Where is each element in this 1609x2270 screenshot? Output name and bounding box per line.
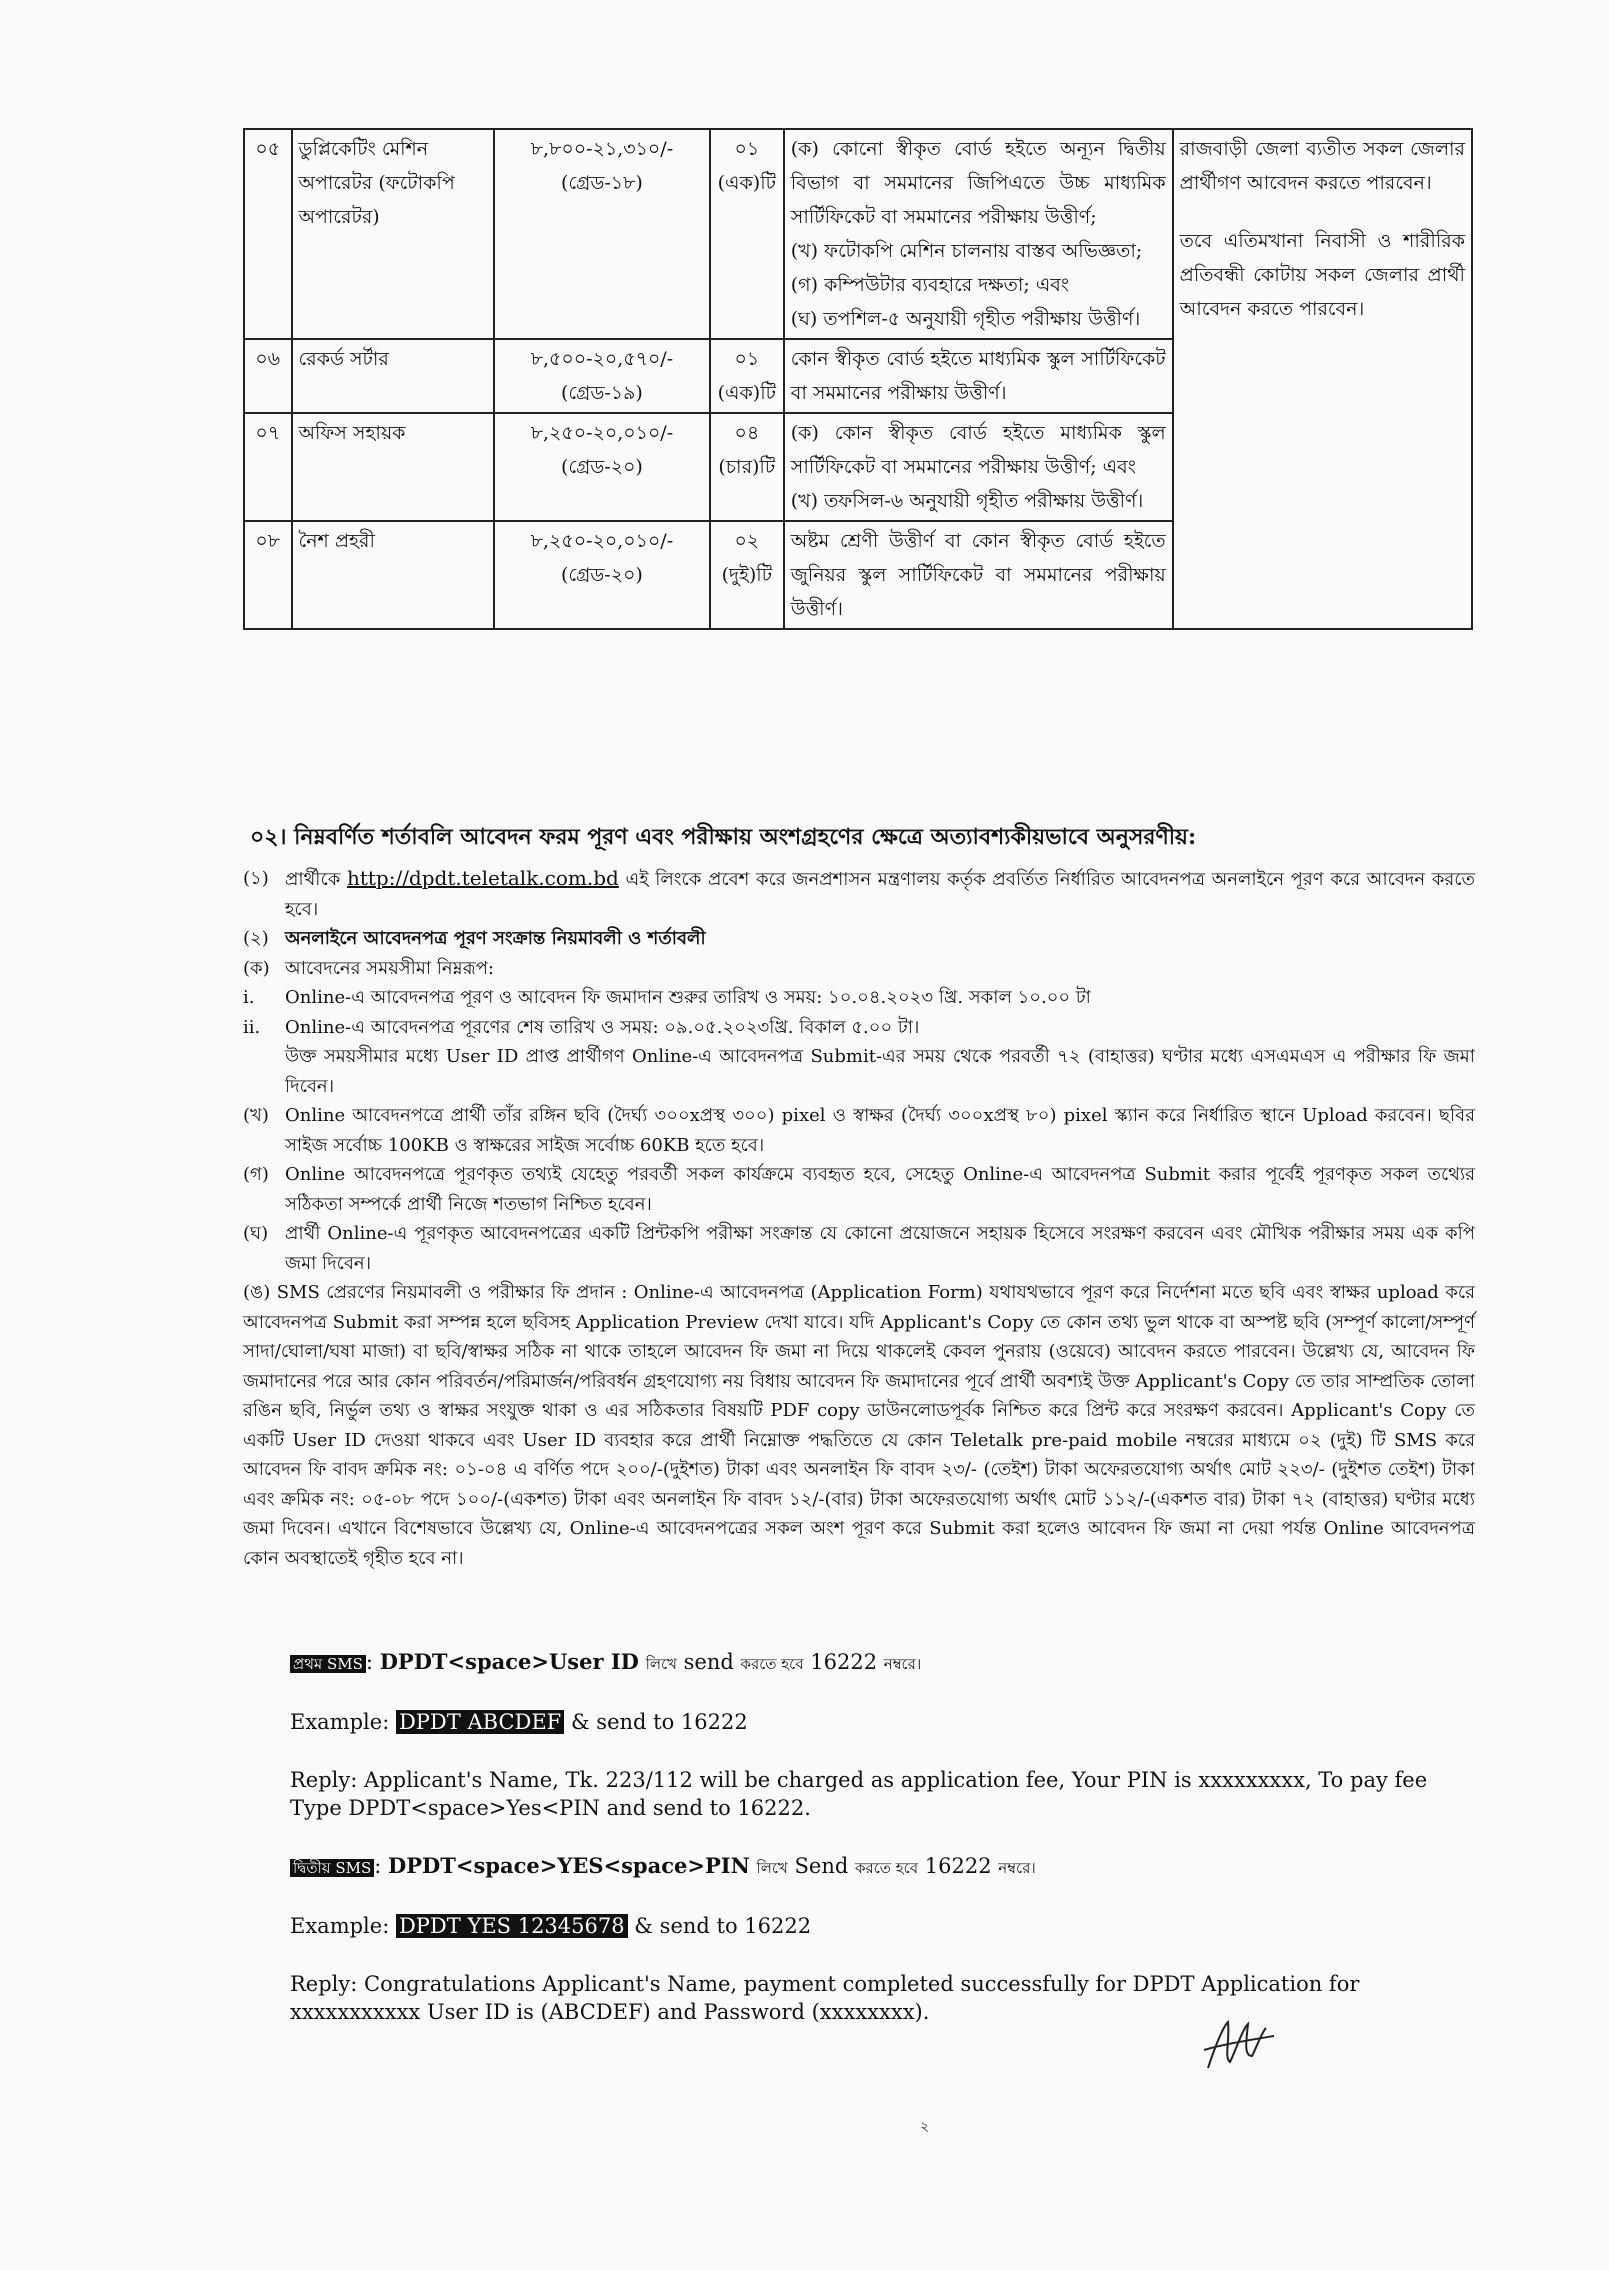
item-label: (ঘ) (243, 1223, 269, 1244)
table-row (244, 129, 1472, 339)
qualification-line: অষ্টম শ্রেণী উত্তীর্ণ বা কোন স্বীকৃত বোর্ড হইতে জুনিয়র স্কুল সার্টিফিকেট বা সমমানের পরীক্ষায় উত্তীর্ণ। (790, 530, 1166, 620)
sms-format-text: লিখে (645, 1655, 677, 1673)
example-label: Example: (290, 1710, 390, 1734)
second-sms-reply: Reply: Congratulations Applicant's Name, payment completed successfully for DPDT Application for xxxxxxxxxxx User ID is (ABCDEF) and Password (xxxxxxxx). (290, 1972, 1360, 2024)
eligibility-exception-text: তবে এতিমখানা নিবাসী ও শারীরিক প্রতিবন্ধী কোটায় সকল জেলার প্রার্থী আবেদন করতে পারবেন। (1179, 230, 1465, 320)
instruction-text: SMS প্রেরণের নিয়মাবলী ও পরীক্ষার ফি প্রদান : Online-এ আবেদনপত্র (Application Form) যথাযথভাবে পূরণ করে নির্দেশনা মতে ছবি এবং স্বাক্ষর upload করে আবেদনপত্র Submit করা সম্পন্ন হলে ছবিসহ Application Preview দেখা যাবে। যদি Applicant's Copy তে কোন তথ্য ভুল থাকে বা অস্পষ্ট ছবি (সম্পূর্ণ কালো/সম্পূর্ণ সাদা/ঘোলা/ঘষা মাজা) বা ছবি/স্বাক্ষর সঠিক না থাকে তাহলে আবেদন ফি জমা না দিয়ে থাকলেই কেবল পুনরায় (ওয়েবে) আবেদন করতে পারবেন। উল্লেখ্য যে, আবেদন ফি জমাদানের পরে আর কোন পরিবর্তন/পরিমার্জন/পরিবর্ধন গ্রহণযোগ্য নয় বিধায় আবেদন ফি জমাদানের পূর্বে প্রার্থী অবশ্যই উক্ত Applicant's Copy তে তার সাম্প্রতিক তোলা রঙিন ছবি, নির্ভুল তথ্য ও স্বাক্ষর সংযুক্ত থাকা ও এর সঠিকতার বিষয়টি PDF copy ডাউনলোডপূর্বক নিশ্চিত করে প্রিন্ট করে সংরক্ষণ করবেন। Applicant's Copy তে একটি User ID দেওয়া থাকবে এবং User ID ব্যবহার করে প্রার্থী নিম্নোক্ত পদ্ধতিতে যে কোন Teletalk pre-paid mobile নম্বরের মাধ্যমে ০২ (দুই) টি SMS করে আবেদন ফি বাবদ ক্রমিক নং: ০১-০৪ এ বর্ণিত পদে ২০০/-(দুইশত) টাকা এবং অনলাইন ফি বাবদ ২৩/- (তেইশ) টাকা অফেরতযোগ্য অর্থাৎ মোট ২২৩/- (দুইশত তেইশ) টাকা এবং ক্রমিক নং: ০৫-০৮ পদে ১০০/-(একশত) টাকা এবং অনলাইন ফি বাবদ ১২/-(বার) টাকা অফেরতযোগ্য অর্থাৎ মোট ১১২/-(একশত বার) টাকা ৭২ (বাহাত্তর) ঘণ্টার মধ্যে জমা দিবেন। এখানে বিশেষভাবে উল্লেখ্য যে, Online-এ আবেদনপত্রের সকল অংশ পূরণ করে Submit করা হলেও আবেদন ফি জমা না দেয়া পর্যন্ত Online আবেদনপত্র কোন অবস্থাতেই গৃহীত হবে না। (243, 1282, 1475, 1569)
post-count-cell: ০২ (দুই)টি (710, 521, 784, 629)
serial-cell: ০৮ (244, 521, 292, 629)
sms-instructions (290, 1648, 1476, 2056)
qualification-cell (784, 521, 1173, 629)
pay-scale-cell: ৮,৫০০-২০,৫৭০/- (গ্রেড-১৯) (494, 339, 710, 413)
qualification-line: কোন স্বীকৃত বোর্ড হইতে মাধ্যমিক স্কুল সার্টিফিকেট বা সমমানের পরীক্ষায় উত্তীর্ণ। (790, 348, 1166, 404)
sms-format-bold: YES (557, 1853, 604, 1878)
first-sms-tag: প্রথম SMS (290, 1655, 366, 1673)
example-text: & send to 16222 (634, 1914, 812, 1938)
item-label: (১) (243, 868, 269, 889)
instruction-text: প্রার্থী Online-এ পূরণকৃত আবেদনপত্রের একটি প্রিন্টকপি পরীক্ষা সংক্রান্ত যে কোনো প্রয়োজনে সহায়ক হিসেবে সংরক্ষণ করবেন এবং মৌখিক পরীক্ষার সময় এক কপি জমা দিবেন। (285, 1223, 1475, 1274)
qualification-cell (784, 413, 1173, 521)
instruction-item (243, 954, 1475, 984)
qualification-cell (784, 129, 1173, 339)
item-label: (খ) (243, 1105, 269, 1126)
item-label: (ঙ) (243, 1282, 271, 1303)
signature-icon (1200, 2010, 1280, 2080)
instruction-item (243, 864, 1475, 924)
post-name-cell: রেকর্ড সর্টার (292, 339, 494, 413)
eligibility-cell (1173, 129, 1472, 629)
qualification-line: (ক) কোনো স্বীকৃত বোর্ড হইতে অন্যূন দ্বিতীয় বিভাগ বা সমমানের জিপিএতে উচ্চ মাধ্যমিক সার্টিফিকেট বা সমমানের পরীক্ষায় উত্তীর্ণ; (790, 138, 1166, 228)
sms-format-text: send (683, 1650, 734, 1674)
post-count-cell: ০৪ (চার)টি (710, 413, 784, 521)
instruction-item (243, 1278, 1475, 1573)
section-heading: ০২। নিম্নবর্ণিত শর্তাবলি আবেদন ফরম পূরণ এবং পরীক্ষায় অংশগ্রহণের ক্ষেত্রে অত্যাবশ্যকীয়ভাবে অনুসরণীয়: (250, 824, 1197, 850)
serial-cell: ০৬ (244, 339, 292, 413)
instruction-item (243, 983, 1475, 1013)
second-sms-tag: দ্বিতীয় SMS (290, 1859, 374, 1877)
example-code: DPDT ABCDEF (396, 1710, 564, 1734)
example-label: Example: (290, 1914, 390, 1938)
instruction-item (243, 1219, 1475, 1278)
first-sms-example (290, 1708, 1476, 1736)
sms-format-text: Send (794, 1854, 849, 1878)
instruction-text: Online আবেদনপত্রে পূরণকৃত তথ্যই যেহেতু পরবর্তী সকল কার্যক্রমে ব্যবহৃত হবে, সেহেতু Online-এ আবেদনপত্র Submit করার পূর্বেই পূরণকৃত সকল তথ্যের সঠিকতা সম্পর্কে প্রার্থী নিজে শতভাগ নিশ্চিত হবেন। (285, 1164, 1475, 1215)
subsection-heading: অনলাইনে আবেদনপত্র পূরণ সংক্রান্ত নিয়মাবলী ও শর্তাবলী (285, 928, 706, 949)
qualification-line: (খ) ফটোকপি মেশিন চালনায় বাস্তব অভিজ্ঞতা; (790, 240, 1143, 262)
example-text: & send to 16222 (570, 1710, 748, 1734)
pay-scale-cell: ৮,২৫০-২০,০১০/- (গ্রেড-২০) (494, 413, 710, 521)
sms-format-text: নম্বরে। (883, 1655, 922, 1673)
sms-format-bold: User ID (548, 1649, 639, 1674)
qualification-line: (খ) তফসিল-৬ অনুযায়ী গৃহীত পরীক্ষায় উত্তীর্ণ। (790, 490, 1144, 512)
example-code: DPDT YES 12345678 (396, 1914, 628, 1938)
qualification-line: (ক) কোন স্বীকৃত বোর্ড হইতে মাধ্যমিক স্কুল সার্টিফিকেট বা সমমানের পরীক্ষায় উত্তীর্ণ; এবং (790, 422, 1166, 478)
instruction-item (243, 1101, 1475, 1160)
sms-format-bold: PIN (704, 1853, 750, 1878)
post-name-cell: অফিস সহায়ক (292, 413, 494, 521)
second-sms-example (290, 1912, 1476, 1940)
first-sms-reply: Reply: Applicant's Name, Tk. 223/112 will be charged as application fee, Your PIN is xxxxxxxxx, To pay fee Type DPDT<space>Yes<PIN and send to 16222. (290, 1768, 1428, 1820)
serial-cell: ০৭ (244, 413, 292, 521)
instruction-item (243, 924, 1475, 954)
sms-format-text: করতে হবে (855, 1859, 919, 1877)
item-label: ii. (243, 1016, 261, 1038)
sms-format-text: DPDT<space> (379, 1649, 549, 1674)
sms-format-text: করতে হবে (740, 1655, 804, 1673)
post-count-cell: ০১ (এক)টি (710, 129, 784, 339)
qualification-line: (ঘ) তপশিল-৫ অনুযায়ী গৃহীত পরীক্ষায় উত্তীর্ণ। (790, 308, 1141, 330)
page-mark: ২ (920, 2119, 930, 2135)
instruction-text: আবেদনের সময়সীমা নিম্নরূপ: (285, 957, 495, 979)
instruction-text: Online আবেদনপত্রে প্রার্থী তাঁর রঙ্গিন ছবি (দৈর্ঘ্য ৩০০xপ্রস্থ ৩০০) pixel ও স্বাক্ষর (দৈর্ঘ্য ৩০০xপ্রস্থ ৮০) pixel স্ক্যান করে নির্ধারিত স্থানে Upload করবেন। ছবির সাইজ সর্বোচ্চ 100KB ও স্বাক্ষরের সাইজ সর্বোচ্চ 60KB হতে হবে। (285, 1105, 1475, 1156)
eligibility-text: রাজবাড়ী জেলা ব্যতীত সকল জেলার প্রার্থীগণ আবেদন করতে পারবেন। (1179, 138, 1465, 194)
post-name-cell: নৈশ প্রহরী (292, 521, 494, 629)
qualification-line: (গ) কম্পিউটার ব্যবহারে দক্ষতা; এবং (790, 274, 1070, 296)
sms-format-text: <space> (603, 1853, 705, 1878)
item-label: (গ) (243, 1164, 269, 1185)
instruction-text: এই লিংকে প্রবেশ করে জনপ্রশাসন মন্ত্রণালয় কর্তৃক প্রবর্তিত নির্ধারিত আবেদনপত্র অনলাইনে পূরণ করে আবেদন করতে হবে। (285, 869, 1475, 920)
instructions-body (243, 864, 1475, 1573)
pay-scale-cell: ৮,৮০০-২১,৩১০/- (গ্রেড-১৮) (494, 129, 710, 339)
first-sms-line: প্রথম SMS : DPDT<space>User ID লিখে send করতে হবে 16222 নম্বরে। (290, 1648, 1476, 1678)
instruction-item (243, 1160, 1475, 1219)
timeline-note: উক্ত সময়সীমার মধ্যে User ID প্রাপ্ত প্রার্থীগণ Online-এ আবেদনপত্র Submit-এর সময় থেকে পরবর্তী ৭২ (বাহাত্তর) ঘণ্টার মধ্যে এসএমএস এ পরীক্ষার ফি জমা দিবেন। (285, 1046, 1475, 1097)
sms-number: 16222 (924, 1854, 992, 1878)
sms-format-text: নম্বরে। (998, 1859, 1036, 1877)
instruction-item (243, 1013, 1475, 1043)
pay-scale-cell: ৮,২৫০-২০,০১০/- (গ্রেড-২০) (494, 521, 710, 629)
post-count-cell: ০১ (এক)টি (710, 339, 784, 413)
item-label: i. (243, 987, 255, 1008)
sms-number: 16222 (810, 1650, 878, 1674)
instruction-text: Online-এ আবেদনপত্র পূরণের শেষ তারিখ ও সময়: ০৯.০৫.২০২৩খ্রি. বিকাল ৫.০০ টা। (285, 1016, 920, 1038)
sms-format-text: DPDT<space> (388, 1853, 558, 1878)
sms-format-text: লিখে (756, 1859, 788, 1877)
instruction-text: প্রার্থীকে (285, 869, 341, 890)
second-sms-line: দ্বিতীয় SMS : DPDT<space>YES<space>PIN লিখে Send করতে হবে 16222 নম্বরে। (290, 1852, 1476, 1882)
serial-cell: ০৫ (244, 129, 292, 339)
application-link[interactable]: http://dpdt.teletalk.com.bd (346, 866, 619, 890)
qualification-cell (784, 339, 1173, 413)
posts-table (243, 128, 1473, 630)
instruction-text: Online-এ আবেদনপত্র পূরণ ও আবেদন ফি জমাদান শুরুর তারিখ ও সময়: ১০.০৪.২০২৩ খ্রি. সকাল ১০.০০ টা (285, 987, 1091, 1008)
post-name-cell: ডুপ্লিকেটিং মেশিন অপারেটর (ফটোকপি অপারেটর) (292, 129, 494, 339)
item-label: (ক) (243, 957, 270, 979)
item-label: (২) (243, 928, 269, 949)
